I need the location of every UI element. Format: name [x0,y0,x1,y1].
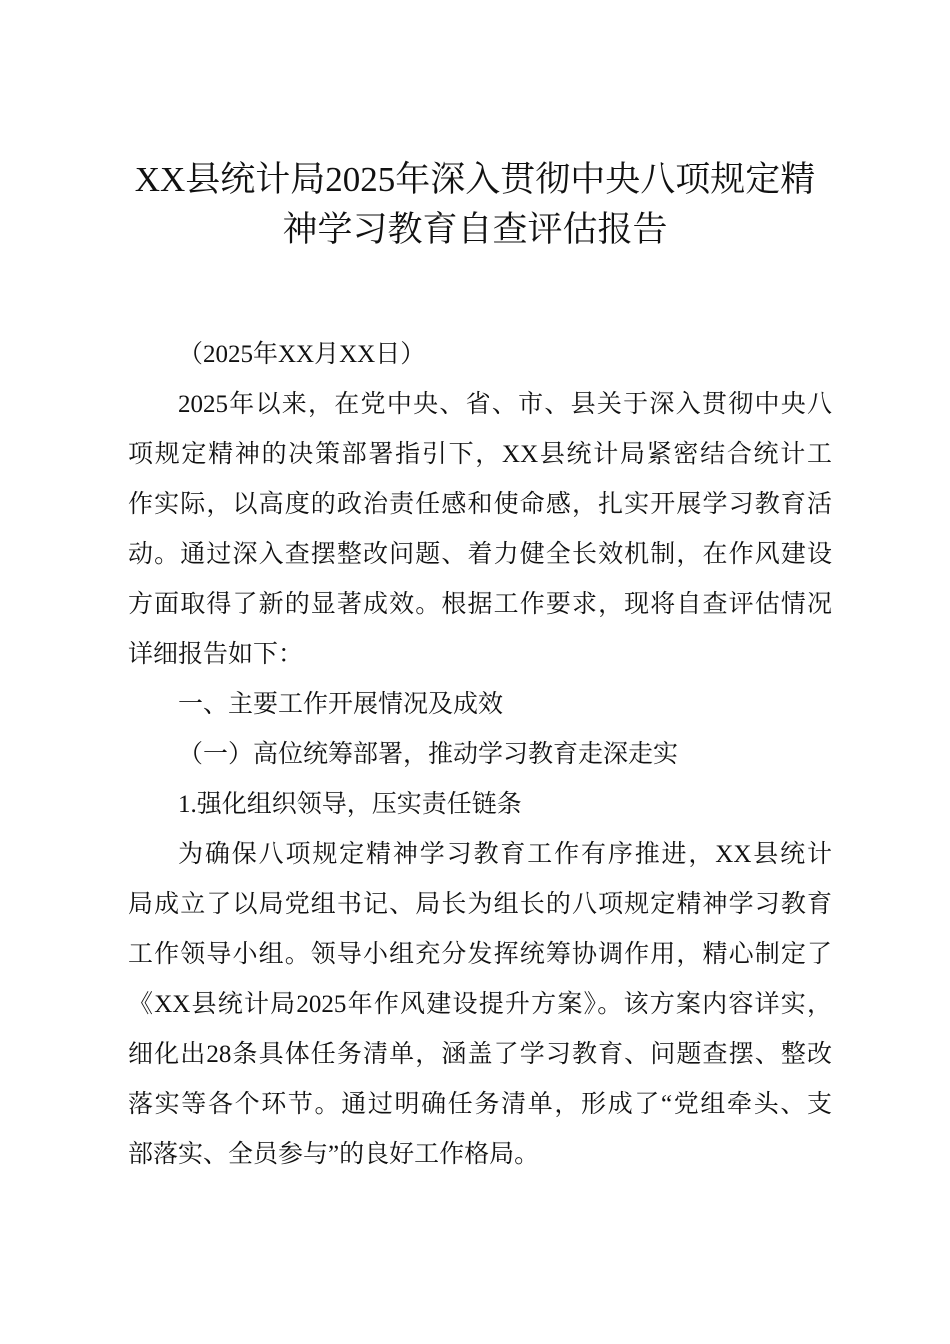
paragraph-line: 详细报告如下： [128,641,304,668]
body-paragraph [128,830,832,1180]
document-title [100,155,850,255]
report-date: （2025年XX月XX日） [178,341,426,368]
paragraph-line: 局成立了以局党组书记、局长为组长的八项规定精神学习教育 [128,891,832,918]
paragraph-line: 工作领导小组。领导小组充分发挥统筹协调作用，精心制定了 [128,941,832,968]
paragraph-line: 项规定精神的决策部署指引下，XX县统计局紧密结合统计工 [128,441,832,468]
paragraph-line: 部落实、全员参与”的良好工作格局。 [128,1141,540,1168]
section-heading-1: 一、主要工作开展情况及成效 [178,691,504,718]
paragraph-line: 为确保八项规定精神学习教育工作有序推进，XX县统计 [178,841,832,868]
paragraph-line: 细化出28条具体任务清单，涵盖了学习教育、问题查摆、整改 [128,1041,832,1068]
paragraph-line: 《XX县统计局2025年作风建设提升方案》。该方案内容详实， [128,991,832,1018]
title-line: 神学习教育自查评估报告 [282,210,668,249]
paragraph-line: 落实等各个环节。通过明确任务清单，形成了“党组牵头、支 [128,1091,832,1118]
paragraph-line: 动。通过深入查摆整改问题、着力健全长效机制，在作风建设 [128,541,832,568]
document-body [128,330,832,1180]
paragraph-line: 2025年以来，在党中央、省、市、县关于深入贯彻中央八 [178,391,832,418]
paragraph-line: 方面取得了新的显著成效。根据工作要求，现将自查评估情况 [128,591,832,618]
intro-paragraph [128,380,832,680]
section-heading-2: （一）高位统筹部署，推动学习教育走深走实 [178,741,679,768]
title-line: XX县统计局2025年深入贯彻中央八项规定精 [134,160,816,199]
section-heading-3: 1.强化组织领导，压实责任链条 [178,791,522,818]
paragraph-line: 作实际，以高度的政治责任感和使命感，扎实开展学习教育活 [128,491,832,518]
